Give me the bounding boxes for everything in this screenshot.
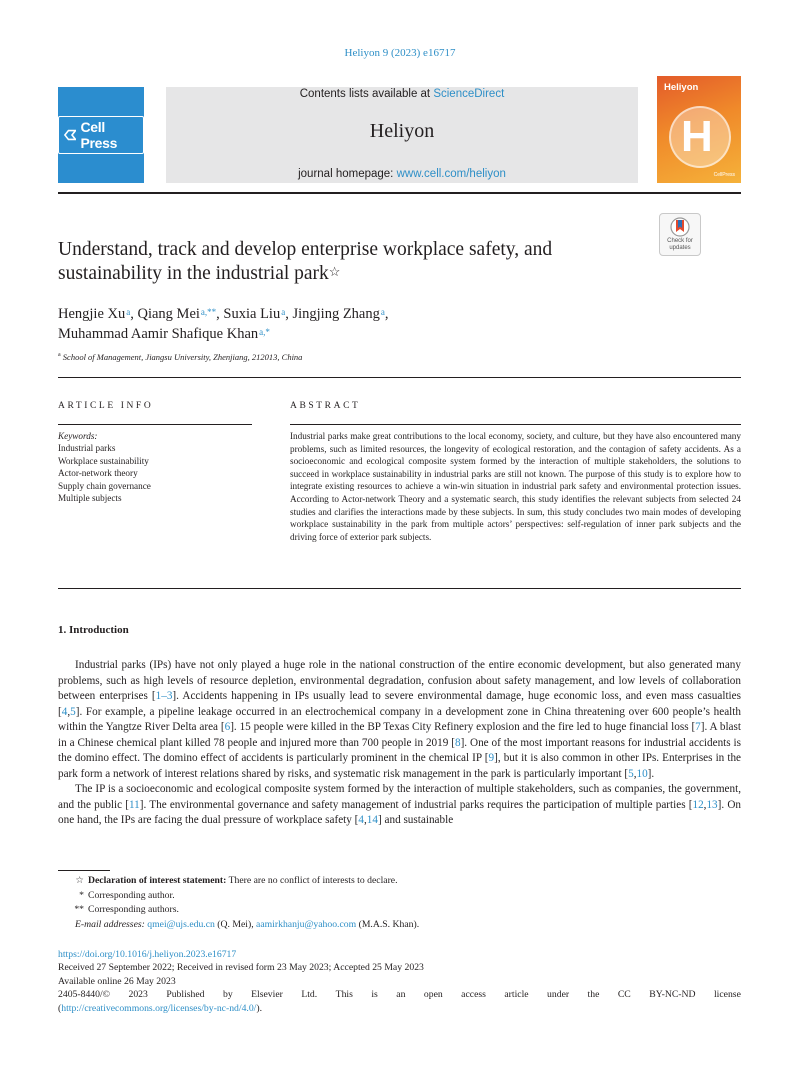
author-name: Jingjing Zhang [292, 306, 380, 322]
affiliation-sup: a [58, 352, 61, 358]
license-word: article [504, 989, 529, 1001]
citation-link[interactable]: 10 [636, 767, 648, 780]
author-sup[interactable]: a [126, 307, 131, 317]
license-open-paren: ( [58, 1002, 62, 1014]
keyword-item: Industrial parks [58, 443, 116, 454]
keyword-item: Actor-network theory [58, 468, 138, 479]
license-word: is [371, 989, 378, 1001]
article-info-rule [58, 424, 252, 425]
citation-link[interactable]: 6 [224, 721, 231, 733]
keywords-label: Keywords: [58, 431, 98, 441]
body-text-run: ]. A blast in a Chinese chemical plant killed 78 people and injured more than 700 people in 2019 [ [58, 721, 741, 749]
keywords-block [58, 430, 258, 504]
author-name: Suxia Liu [223, 306, 281, 322]
citation-link[interactable]: 11 [129, 798, 140, 811]
cellpress-logo-text: Cell Press [80, 119, 118, 151]
introduction-paragraph-1 [58, 658, 741, 782]
body-text-run: Industrial parks (IPs) have not only played a huge role in the national construction of the entire economic development, but also generated many problems, such as high levels of resource depletion, environmental degradation, confusion about safety management, and low levels of collaboration between enterprises [ [58, 659, 741, 702]
cover-letter-h-icon: H [681, 112, 713, 161]
title-footnote-mark[interactable]: ☆ [328, 264, 341, 279]
introduction-heading: 1. Introduction [58, 624, 129, 636]
check-updates-line1: Check for [667, 238, 693, 244]
introduction-body [58, 658, 741, 829]
body-text-run: , [364, 814, 367, 826]
author-sup[interactable]: a,** [200, 307, 217, 317]
footnotes [58, 874, 741, 932]
body-text-run: ]. 15 people were killed in the BP Texas City Refinery explosion and the fire led to huge financial loss [ [230, 721, 696, 733]
license-word: the [587, 989, 600, 1001]
introduction-paragraph-2 [58, 782, 741, 829]
email-label: E-mail addresses: [75, 918, 145, 930]
body-text-run: , [67, 705, 71, 718]
received-dates: Received 27 September 2022; Received in revised form 23 May 2023; Accepted 25 May 2023 [58, 962, 424, 974]
body-text-run: ]. One of the most important reasons for industrial accidents is the domino effect. The domino effect of accidents is particularly prominent in the chemical IP [ [58, 736, 742, 764]
check-updates-line2: updates [669, 245, 691, 251]
license-word: license [713, 989, 741, 1001]
journal-header [166, 87, 638, 183]
license-word: 2023 [128, 989, 148, 1001]
corr1-mark: * [79, 889, 84, 901]
email-link[interactable]: qmei@ujs.edu.cn [147, 918, 215, 930]
email-link[interactable]: aamirkhanju@yahoo.com [256, 918, 357, 930]
author-name: Qiang Mei [137, 306, 200, 322]
declaration-footnote [58, 874, 741, 889]
abstract-bottom-rule [58, 588, 741, 589]
cellpress-logo[interactable] [58, 116, 144, 154]
body-text-run: ], but it is also common in other IPs. Enterprises in the park form a network of interest relations shared by risks, and systematic risk management in the park is particularly important [ [58, 752, 742, 780]
keyword-item: Multiple subjects [58, 493, 122, 504]
journal-reference[interactable]: Heliyon 9 (2023) e16717 [344, 47, 456, 59]
citation-link[interactable]: 14 [366, 814, 378, 826]
publisher-logo-panel[interactable] [58, 87, 144, 183]
declaration-text: There are no conflict of interests to declare. [228, 875, 398, 886]
citation-link[interactable]: 1–3 [155, 690, 173, 702]
license-word: Ltd. [301, 989, 318, 1001]
article-title-text: Understand, track and develop enterprise workplace safety, and sustainability in the industrial park [58, 239, 553, 284]
citation-link[interactable]: 8 [454, 736, 461, 749]
body-text-run: ]. [647, 767, 655, 780]
check-for-updates-button[interactable] [659, 213, 701, 256]
keyword-item: Supply chain governance [58, 480, 151, 491]
doi-link[interactable]: https://doi.org/10.1016/j.heliyon.2023.e16717 [58, 949, 237, 960]
journal-name: Heliyon [369, 120, 435, 142]
citation-link[interactable]: 5 [628, 767, 634, 780]
journal-cover-image[interactable] [657, 76, 741, 183]
body-text-run: ]. For example, a pipeline leakage occurred in an electrochemical company in a development zone in China threatening over 600 people’s health within the Yangtze River Delta area [ [58, 705, 741, 733]
affiliation [58, 352, 302, 362]
available-online: Available online 26 May 2023 [58, 975, 176, 987]
license-word: 2405-8440/© [58, 989, 111, 1001]
body-text-run: , [703, 798, 707, 811]
email-owner: (M.A.S. Khan). [358, 918, 420, 930]
abstract-text: Industrial parks make great contributions to the local economy, society, and culture, but they have also encountered many problems, such as limited resources, the longevity of ecological restoration, and the contagion of safety accidents. As a socioeconomic and ecological composite system formed by the interaction of multiple stakeholders, the solutions to succeed in workplace sustainability in industrial parks are still not known. The purpose of this study is to explore how to integrate existing resources to achieve a win-win situation in industrial park safety and environmental protection issues. According to Actor-network Theory and a systematic search, this study identifies the relevant subjects from selected 24 studies and clarifies the interactions made by these subjects. In sum, this study concludes two main modes of developing workplace sustainability in the park from multiple actors’ perspectives: self-regulation of inner park subjects and the driving force of exterior park subjects. [290, 431, 741, 542]
license-word: an [396, 989, 406, 1001]
author-list: Hengjie Xu$^a$, Qiang Mei$^{a,**}$, Suxia Liu$^a$, Jingjing Zhang$^a$, Muhammad Aamir Shafique Khan$^{a,*}$ [58, 306, 389, 342]
body-text-run: ]. Accidents happening in IPs usually lead to severe environmental damage, huge economic loss, and even mass casualties [ [58, 690, 741, 718]
license-word: access [461, 989, 486, 1001]
contents-line [166, 88, 638, 100]
article-info-heading: ARTICLE INFO [58, 401, 154, 411]
author-sup[interactable]: a,* [259, 327, 270, 337]
citation-link[interactable]: 13 [706, 798, 718, 811]
license-close-paren: ). [256, 1002, 263, 1014]
author-sup[interactable]: a [281, 307, 286, 317]
license-url-line [58, 1002, 741, 1015]
citation-link[interactable]: 7 [695, 721, 701, 733]
abstract-heading: ABSTRACT [290, 401, 361, 411]
body-text-run: ]. The environmental governance and safety management of industrial parks requires the participation of multiple parties [ [139, 798, 693, 811]
body-text-run: The IP is a socioeconomic and ecological composite system formed by the interaction of multiple stakeholders, such as companies, the government, and the public [ [58, 783, 741, 811]
email-footnote [58, 918, 741, 933]
journal-homepage-link[interactable]: www.cell.com/heliyon [396, 168, 506, 180]
homepage-line [166, 168, 638, 180]
cover-title: Heliyon [664, 82, 699, 93]
license-word: BY-NC-ND [649, 989, 696, 1001]
bookmark-icon [669, 217, 691, 237]
author-name: Muhammad Aamir Shafique Khan [58, 326, 259, 342]
corr2-mark: ** [74, 904, 84, 915]
license-line [58, 988, 741, 1001]
license-word: CC [617, 989, 631, 1001]
keyword-item: Workplace sustainability [58, 455, 149, 466]
license-word: Published [166, 989, 205, 1001]
affiliation-rule [58, 377, 741, 378]
contents-prefix: Contents lists available at [299, 88, 431, 100]
email-owner: (Q. Mei), [217, 918, 254, 930]
author-name: Hengjie Xu [58, 306, 126, 322]
corr2-text: Corresponding authors. [88, 904, 179, 915]
citation-link[interactable]: 4 [358, 814, 364, 826]
article-title [58, 238, 648, 286]
header-rule [58, 192, 741, 194]
license-link[interactable]: http://creativecommons.org/licenses/by-nc-nd/4.0/ [61, 1002, 257, 1014]
cover-footer: CellPress [713, 172, 735, 178]
cellpress-mark-icon [64, 129, 76, 141]
body-text-run: , [633, 767, 637, 780]
citation-link[interactable]: 5 [70, 705, 76, 718]
license-word: open [423, 989, 443, 1001]
corr1-text: Corresponding author. [88, 889, 175, 901]
footnote-rule [58, 870, 110, 871]
citation-link[interactable]: 4 [61, 705, 68, 718]
license-word: This [335, 989, 353, 1001]
citation-link[interactable]: 9 [488, 752, 495, 764]
declaration-mark: ☆ [75, 875, 84, 886]
license-word: Elsevier [251, 989, 283, 1001]
homepage-prefix: journal homepage: [298, 168, 394, 180]
affiliation-text: School of Management, Jiangsu University, Zhenjiang, 212013, China [62, 352, 303, 362]
abstract-rule [290, 424, 741, 425]
declaration-label: Declaration of interest statement: [88, 875, 227, 886]
body-text-run: ]. On one hand, the IPs are facing the dual pressure of workplace safety [ [58, 798, 741, 826]
check-updates-label [667, 238, 693, 252]
body-text-run: ] and sustainable [377, 814, 454, 826]
author-sup[interactable]: a [380, 307, 385, 317]
license-word: under [547, 989, 570, 1001]
corresponding-authors-footnote [58, 903, 741, 918]
citation-link[interactable]: 12 [692, 798, 704, 811]
article-metadata [58, 948, 741, 1015]
sciencedirect-link[interactable]: ScienceDirect [433, 88, 505, 100]
license-word: by [222, 989, 233, 1001]
corresponding-author-footnote [58, 889, 741, 904]
